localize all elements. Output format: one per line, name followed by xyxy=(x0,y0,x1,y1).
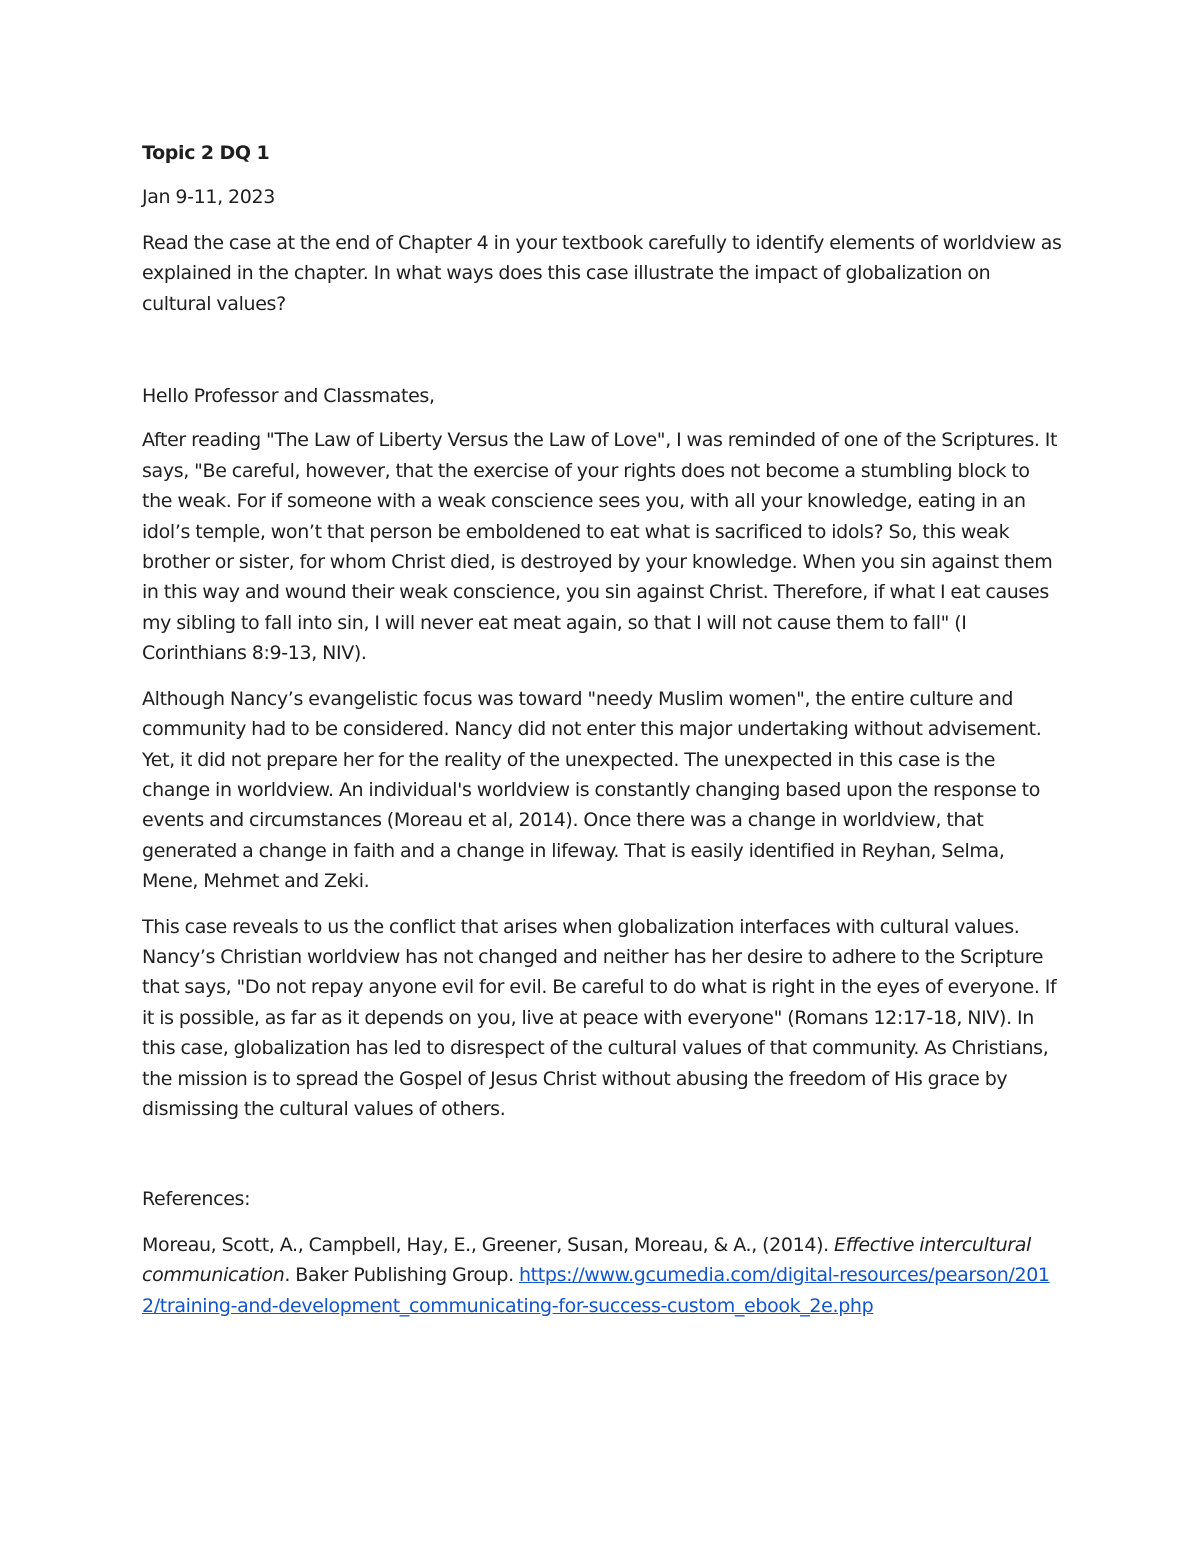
reference-title: Effective intercultural communication xyxy=(142,1233,1031,1287)
greeting: Hello Professor and Classmates, xyxy=(142,385,435,408)
body-paragraph-3: This case reveals to us the conflict that arises when globalization interfaces with cultural values. Nancy’s Christian worldview has not changed and neither has her desire to adhere to the Scripture that says, "Do not repay anyone evil for evil. Be careful to do what is right in the eyes of everyone. If it is possible, as far as it depends on you, live at peace with everyone" (Romans 12:17-18, NIV). In this case, globalization has led to disrespect of the cultural values of that community. As Christians, the mission is to spread the Gospel of Jesus Christ without abusing the freedom of His grace by dismissing the cultural values of others. xyxy=(142,915,1057,1120)
discussion-prompt: Read the case at the end of Chapter 4 in your textbook carefully to identify elements of worldview as explained in the chapter. In what ways does this case illustrate the impact of globalization on cultural values? xyxy=(142,231,1062,315)
reference-publisher: . Baker Publishing Group. xyxy=(284,1264,519,1287)
reference-entry xyxy=(142,1230,1062,1321)
references-heading: References: xyxy=(142,1188,251,1211)
reference-authors: Moreau, Scott, A., Campbell, Hay, E., Greener, Susan, Moreau, & A., (2014). xyxy=(142,1233,835,1256)
reference-link[interactable]: https://www.gcumedia.com/digital-resources/pearson/2012/training-and-development_communicating-for-success-custom_ebook_2e.php xyxy=(142,1264,1050,1317)
document-date: Jan 9-11, 2023 xyxy=(142,186,275,209)
body-paragraph-1: After reading "The Law of Liberty Versus the Law of Love", I was reminded of one of the Scriptures. It says, "Be careful, however, that the exercise of your rights does not become a stumbling block to the weak. For if someone with a weak conscience sees you, with all your knowledge, eating in an idol’s temple, won’t that person be emboldened to eat what is sacrificed to idols? So, this weak brother or sister, for whom Christ died, is destroyed by your knowledge. When you sin against them in this way and wound their weak conscience, you sin against Christ. Therefore, if what I eat causes my sibling to fall into sin, I will never eat meat again, so that I will not cause them to fall" (I Corinthians 8:9-13, NIV). xyxy=(142,429,1058,665)
body-paragraph-2: Although Nancy’s evangelistic focus was toward "needy Muslim women", the entire culture and community had to be considered. Nancy did not enter this major undertaking without advisement. Yet, it did not prepare her for the reality of the unexpected. The unexpected in this case is the change in worldview. An individual's worldview is constantly changing based upon the response to events and circumstances (Moreau et al, 2014). Once there was a change in worldview, that generated a change in faith and a change in lifeway. That is easily identified in Reyhan, Selma, Mene, Mehmet and Zeki. xyxy=(142,687,1042,893)
document-title: Topic 2 DQ 1 xyxy=(142,142,270,164)
document-page xyxy=(142,138,1062,1321)
